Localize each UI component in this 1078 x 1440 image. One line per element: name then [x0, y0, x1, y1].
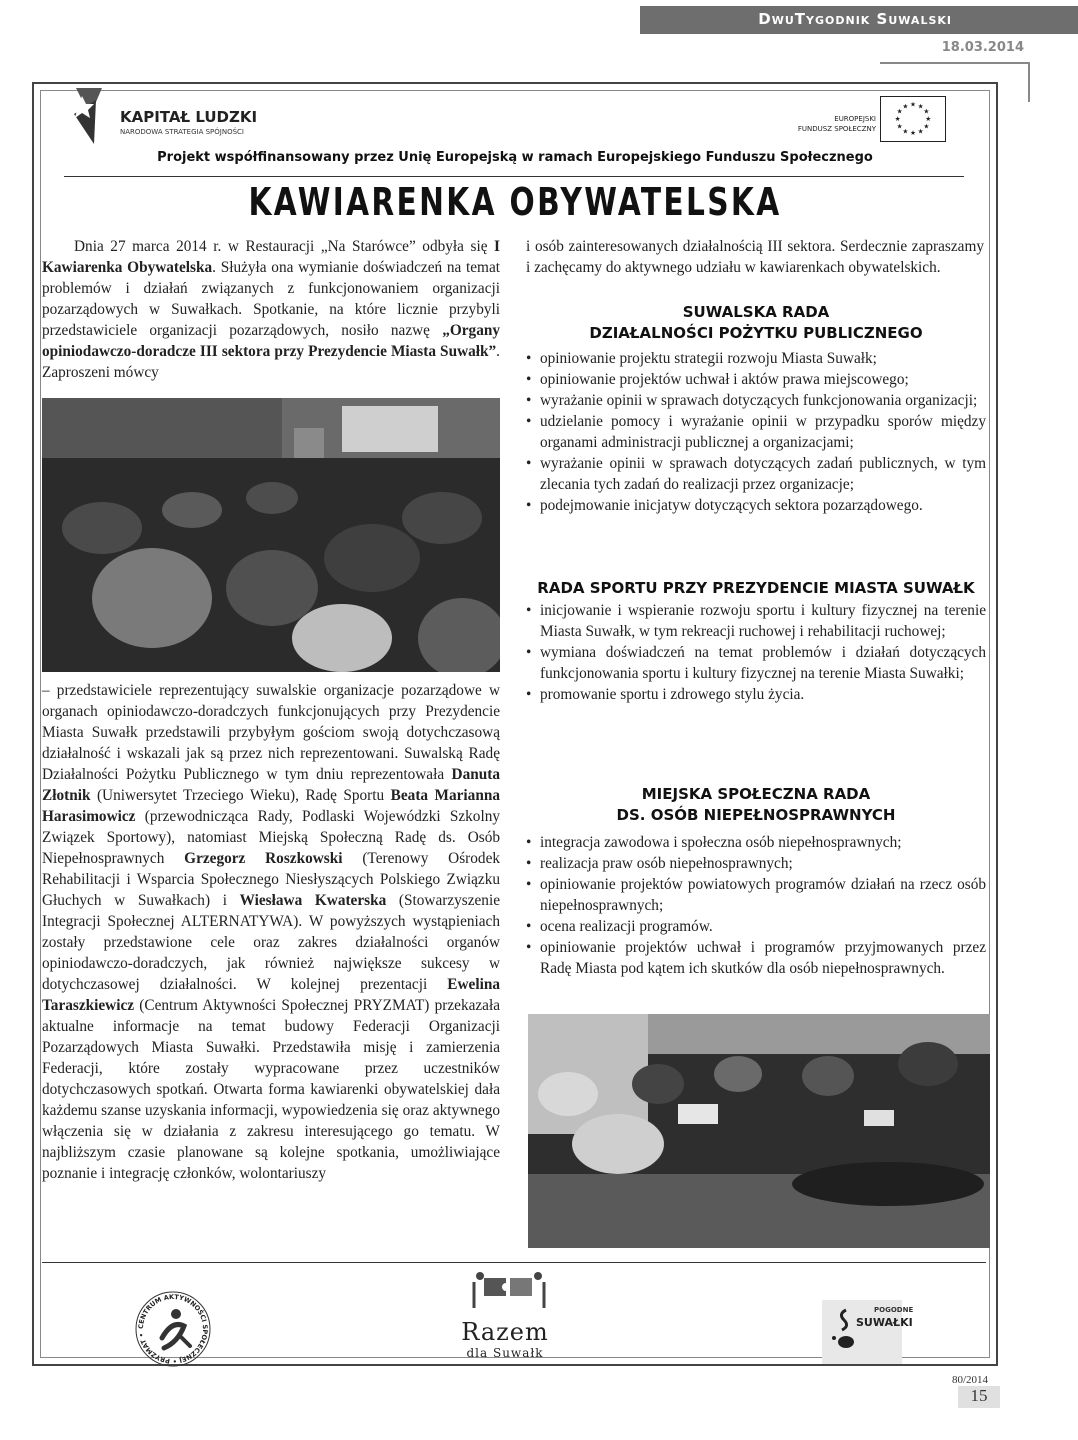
- meeting-photo-tables: [528, 1014, 990, 1248]
- kapital-ludzki-subtitle: NARODOWA STRATEGIA SPÓJNOŚCI: [120, 128, 244, 136]
- section-heading-line: DZIAŁALNOŚCI POŻYTKU PUBLICZNEGO: [589, 324, 923, 342]
- event-name: I Kawiarenka Obywatelska: [42, 238, 500, 276]
- svg-text:★: ★: [923, 122, 930, 131]
- issue-number: 80/2014: [952, 1374, 989, 1386]
- section-heading-pozytek: [522, 302, 990, 344]
- svg-text:CENTRUM AKTYWNOŚCI SPOŁECZNEJ: [137, 1293, 209, 1365]
- razem-logo-subtitle: dla Suwałk: [466, 1346, 544, 1360]
- list-item: • opiniowanie projektów uchwał i aktów prawa miejscowego;: [526, 369, 986, 390]
- list-niepelnosprawni: [526, 832, 986, 979]
- list-sport: [526, 600, 986, 705]
- speaker-name: Danuta Złotnik: [42, 766, 500, 804]
- pryzmat-logo: [134, 1290, 212, 1368]
- footer-rule: [42, 1262, 986, 1263]
- svg-text:★: ★: [925, 114, 932, 123]
- pogodne-logo-top: POGODNE: [874, 1306, 914, 1314]
- kapital-ludzki-logo: [72, 86, 106, 146]
- section-heading-line: SUWALSKA RADA: [682, 303, 830, 321]
- list-item: • opiniowanie projektu strategii rozwoju Miasta Suwałk;: [526, 348, 986, 369]
- list-item: • wyrażanie opinii w sprawach dotyczących zadań publicznych, w tym zlecania tych zadań do realizacji przez organizacje;: [526, 453, 986, 495]
- speaker-name: Beata Marianna Harasimowicz: [42, 787, 500, 825]
- masthead-rule: [880, 62, 1030, 64]
- efs-label: [780, 114, 876, 134]
- body-text: (Centrum Aktywności Społecznej PRYZMAT) przekazała aktualne informacje na temat budowy Federacji Organizacji Pozarządowych Miasta Suwałki. Przedstawiła misję i zamierzenia Federacji, które zostały wypracowane przez uczestników dotychczasowych spotkań. Otwarta forma kawiarenki obywatelskiej dała każdemu szanse uzyskania informacji, wypowiedzenia się oraz aktywnego włączenia się w działania z zakresu interesującego go tematu. W najbliższym czasie planowane są kolejne spotkania, umożliwiające poznanie i integrację członków, wolontariuszy: [42, 997, 500, 1182]
- issue-date: 18.03.2014: [941, 40, 1024, 55]
- list-item: • wyrażanie opinii w sprawach dotyczących funkcjonowania organizacji;: [526, 390, 986, 411]
- intro-text: . Służyła ona wymianie doświadczeń na temat problemów i działań związanych z funkcjonowaniem organizacji pozarządowych w Suwałkach. Spotkanie, na które licznie przybyli przedstawiciele organizacji pozarządowych, nosiło nazwę: [42, 259, 500, 339]
- meeting-title: „Organy opiniodawczo-doradcze III sektora przy Prezydencie Miasta Suwałk”: [42, 322, 500, 360]
- svg-text:★: ★: [902, 127, 909, 136]
- body-text: (przewodnicząca Rady, Podlaski Wojewódzki Szkolny Związek Sportowy), natomiast Miejską Społeczną Radę ds. Osób Niepełnosprawnych: [42, 808, 500, 867]
- list-item: • integracja zawodowa i społeczna osób niepełnosprawnych;: [526, 832, 986, 853]
- kapital-ludzki-name: KAPITAŁ LUDZKI: [120, 108, 258, 126]
- efs-label-line1: EUROPEJSKI: [834, 115, 876, 123]
- svg-text:★: ★: [902, 102, 909, 111]
- article-paragraph-intro: [42, 236, 500, 383]
- header-rule: [64, 176, 964, 177]
- pogodne-logo-name: SUWAŁKI: [856, 1316, 913, 1329]
- list-pozytek: [526, 348, 986, 516]
- corner-rule: [1028, 62, 1030, 102]
- pryzmat-logo-text: CENTRUM AKTYWNOŚCI SPOŁECZNEJ • PRYZMAT •: [136, 1292, 210, 1366]
- article-title: KAWIARENKA OBYWATELSKA: [248, 180, 782, 224]
- list-item: • wymiana doświadczeń na temat problemów i działań dotyczących funkcjonowania sportu i kultury fizycznej na terenie Miasta Suwałki;: [526, 642, 986, 684]
- svg-text:★: ★: [894, 114, 901, 123]
- pogodne-suwalki-mark: [822, 1300, 862, 1364]
- page-number: 15: [970, 1386, 988, 1405]
- list-item: • inicjowanie i wspieranie rozwoju sportu i kultury fizycznej na terenie Miasta Suwałk, w tym rekreacji ruchowej i rehabilitacji ruchowej;: [526, 600, 986, 642]
- intro-text: Dnia 27 marca 2014 r. w Restauracji „Na Starówce” odbyła się: [74, 238, 495, 255]
- svg-text:★: ★: [910, 129, 916, 138]
- list-item: • opiniowanie projektów powiatowych programów działań na rzecz osób niepełnosprawnych;: [526, 874, 986, 916]
- masthead-bar: [640, 6, 1078, 34]
- section-heading-sport: RADA SPORTU PRZY PREZYDENCIE MIASTA SUWAŁK: [537, 579, 975, 597]
- svg-text:★: ★: [917, 127, 924, 136]
- speaker-name: Grzegorz Roszkowski: [184, 850, 343, 867]
- body-text: (Stowarzyszenie Integracji Społecznej ALTERNATYWA). W powyższych wystąpieniach zostały przedstawione cele oraz zakres działalności organów opiniodawczo-doradczych, jak również największe sukcesy w dotychczasowej działalności. W kolejnej prezentacji: [42, 892, 500, 993]
- eu-flag-icon: [880, 96, 946, 142]
- intro-text: . Zaproszeni mówcy: [42, 343, 500, 381]
- body-text: (Terenowy Ośrodek Rehabilitacji i Wsparcia Społecznego Niesłyszących Polskiego Związku Głuchych w Suwałkach) i: [42, 850, 501, 909]
- speaker-name: Wiesława Kwaterska: [239, 892, 387, 909]
- section-heading-line: MIEJSKA SPOŁECZNA RADA: [641, 785, 871, 803]
- list-item: • ocena realizacji programów.: [526, 916, 986, 937]
- svg-text:★: ★: [896, 122, 903, 131]
- list-item: • podejmowanie inicjatyw dotyczących sektora pozarządowego.: [526, 495, 986, 516]
- razem-logo-name: Razem: [461, 1318, 549, 1346]
- svg-text:★: ★: [923, 107, 930, 116]
- section-heading-line: DS. OSÓB NIEPEŁNOSPRAWNYCH: [616, 806, 896, 824]
- article-paragraph-continued: i osób zainteresowanych działalnością III sektora. Serdecznie zapraszamy i zachęcamy do aktywnego udziału w kawiarenkach obywatelskich.: [526, 238, 984, 276]
- list-item: • opiniowanie projektów uchwał i programów przyjmowanych przez Radę Miasta pod kątem ich skutków dla osób niepełnosprawnych.: [526, 937, 986, 979]
- list-item: • realizacja praw osób niepełnosprawnych;: [526, 853, 986, 874]
- svg-text:★: ★: [896, 107, 903, 116]
- cofinancing-note: Projekt współfinansowany przez Unię Europejską w ramach Europejskiego Funduszu Społecznego: [157, 150, 873, 165]
- speaker-name: Ewelina Taraszkiewicz: [42, 976, 500, 1014]
- efs-label-line2: FUNDUSZ SPOŁECZNY: [797, 125, 876, 133]
- meeting-photo-audience: [42, 398, 500, 672]
- body-text: (Uniwersytet Trzeciego Wieku), Radę Sportu: [90, 787, 391, 804]
- masthead-title: DwuTygodnik Suwalski: [758, 10, 952, 28]
- svg-text:★: ★: [917, 102, 924, 111]
- list-item: • promowanie sportu i zdrowego stylu życia.: [526, 684, 986, 705]
- list-item: • udzielanie pomocy i wyrażanie opinii w przypadku sporów między organami administracji publicznej a organizacjami;: [526, 411, 986, 453]
- svg-text:★: ★: [910, 100, 916, 109]
- body-text: – przedstawiciele reprezentujący suwalskie organizacje pozarządowe w organach opiniodawczo-doradczych funkcjonujących przy Prezydencie Miasta Suwałk przedstawili przybyłym gościom swoją dotychczasową działalność i wskazali jak są przez nich reprezentowani. Suwalską Radę Działalności Pożytku Publicznego w tym dniu reprezentowała: [42, 682, 500, 783]
- article-paragraph-body: [42, 680, 500, 1184]
- section-heading-niepelnosprawni: [522, 784, 990, 826]
